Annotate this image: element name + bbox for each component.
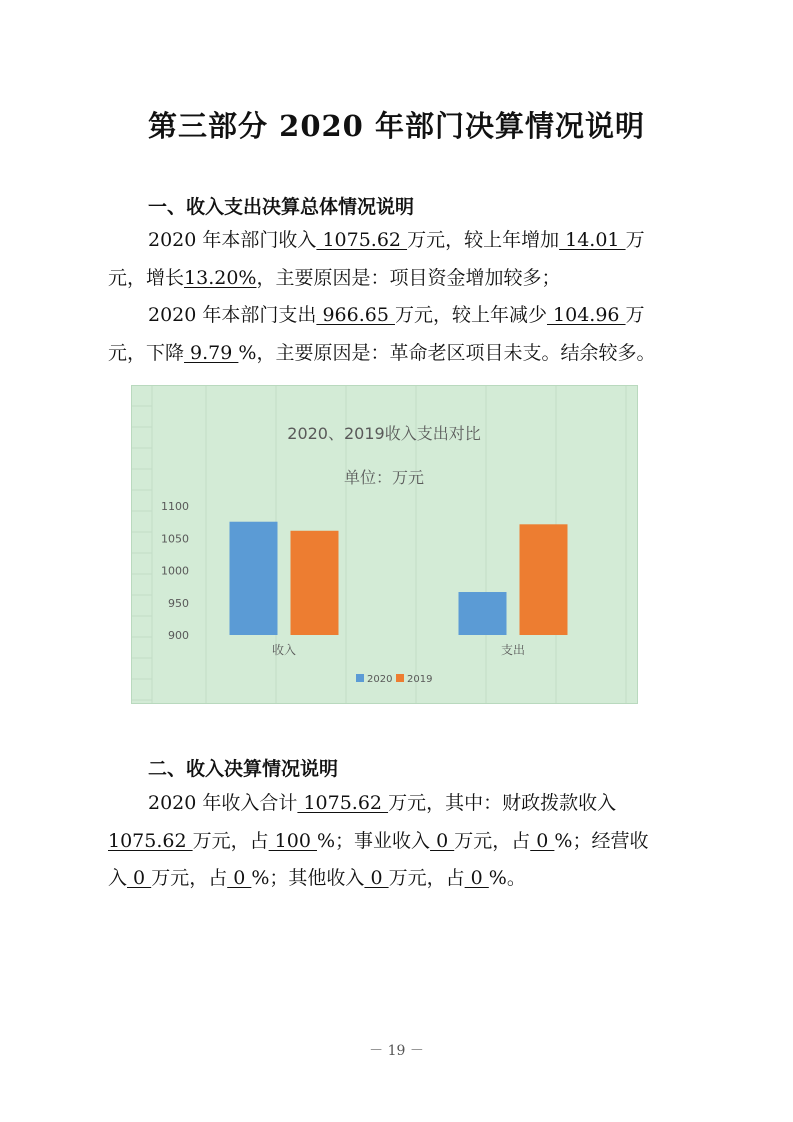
- total-income-value: 1075.62: [297, 792, 389, 814]
- section1-heading: 一、收入支出决算总体情况说明: [148, 196, 415, 218]
- text: 万元，较上年增加: [407, 229, 560, 251]
- section2-line2: [108, 829, 648, 853]
- page-number: － 19 －: [369, 1043, 424, 1059]
- text: 2020 年本部门收入: [148, 229, 317, 251]
- text: 入: [108, 867, 128, 889]
- text: 万元，其中：财政拨款收入: [388, 792, 617, 814]
- page-title: 第三部分 2020 年部门决算情况说明: [148, 109, 645, 143]
- y-tick-label: 950: [168, 596, 189, 610]
- chart-svg: [132, 386, 637, 703]
- bar-2020-expense: [459, 592, 507, 635]
- section2-heading: 二、收入决算情况说明: [148, 758, 339, 780]
- business-income-value: 0: [430, 830, 455, 852]
- text: 元，下降: [108, 342, 185, 364]
- text: 2020 年本部门支出: [148, 304, 317, 326]
- legend-swatch-2020: [356, 674, 364, 682]
- growth-rate-value: 13.20%: [184, 267, 257, 289]
- bar-2020-income: [230, 522, 278, 635]
- chart-title: 2020、2019收入支出对比: [287, 424, 481, 443]
- x-category-label: 支出: [500, 643, 526, 657]
- section1-line1: [148, 228, 645, 252]
- other-share-value: 0: [464, 867, 489, 889]
- text: %；经营收: [554, 830, 649, 852]
- operating-income-value: 0: [127, 867, 152, 889]
- text: ，主要原因是：项目资金增加较多；: [256, 267, 561, 289]
- income-value: 1075.62: [316, 229, 408, 251]
- text: %。: [488, 867, 526, 889]
- text: %；其他收入: [251, 867, 365, 889]
- text: 元，增长: [108, 267, 185, 289]
- text: 2020 年收入合计: [148, 792, 298, 814]
- legend-label-2019: 2019: [407, 674, 433, 685]
- text: %；事业收入: [316, 830, 431, 852]
- y-tick-label: 1050: [161, 532, 189, 546]
- section2-line1: [148, 791, 616, 815]
- section1-line4: [108, 341, 655, 365]
- text: 万元，较上年减少: [394, 304, 547, 326]
- section1-line3: [148, 303, 645, 327]
- section2-line3: [108, 866, 526, 890]
- business-share-value: 0: [530, 830, 555, 852]
- income-expense-chart: [131, 385, 638, 704]
- y-tick-label: 900: [168, 629, 189, 642]
- fiscal-income-value: 1075.62: [108, 830, 193, 852]
- text: 万: [625, 229, 645, 251]
- legend-label-2020: 2020: [367, 674, 393, 685]
- text: 万元，占: [454, 830, 531, 852]
- y-tick-label: 1000: [161, 564, 189, 578]
- expense-decrease-value: 104.96: [546, 304, 626, 326]
- legend-swatch-2019: [396, 674, 404, 682]
- fiscal-share-value: 100: [268, 830, 317, 852]
- expense-value: 966.65: [316, 304, 395, 326]
- chart-subtitle: 单位：万元: [343, 468, 425, 487]
- bar-2019-income: [291, 531, 339, 635]
- decline-rate-value: 9.79: [184, 342, 239, 364]
- text: %，主要原因是：革命老区项目未支。结余较多。: [238, 342, 656, 364]
- income-increase-value: 14.01: [559, 229, 626, 251]
- operating-share-value: 0: [227, 867, 252, 889]
- other-income-value: 0: [364, 867, 389, 889]
- y-tick-label: 1100: [161, 500, 189, 513]
- text: 万元，占: [388, 867, 465, 889]
- x-category-label: 收入: [271, 643, 297, 657]
- bar-2019-expense: [520, 524, 568, 635]
- text: 万元，占: [151, 867, 228, 889]
- section1-line2: [108, 266, 560, 290]
- text: 万元，占: [192, 830, 269, 852]
- text: 万: [625, 304, 645, 326]
